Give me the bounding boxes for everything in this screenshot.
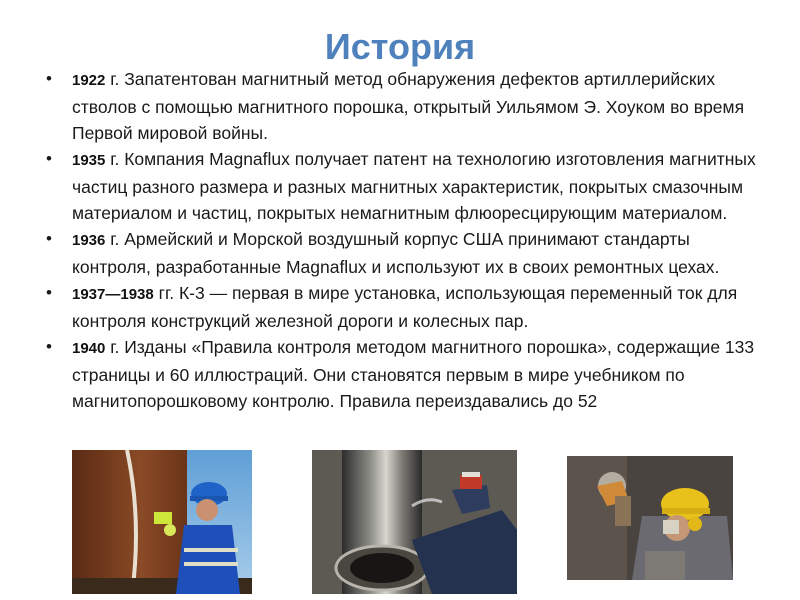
entry-text: г. Армейский и Морской воздушный корпус США принимают стандарты контроля, разработанные Magnaflux и используют их в своих ремонтных цехах. xyxy=(72,229,720,277)
entry-text: г. Запатентован магнитный метод обнаружения дефектов артиллерийских стволов с помощью магнитного порошка, открытый Уильямом Э. Хоуком во время Первой мировой войны. xyxy=(72,69,745,143)
pipe-spray-photo xyxy=(312,450,517,594)
entry-year: 1940 xyxy=(72,340,106,357)
list-item xyxy=(40,334,760,414)
entry-text: г. Изданы «Правила контроля методом магнитного порошка», содержащие 133 страницы и 60 иллюстраций. Они становятся первым в мире учебником по магнитопорошковому контролю. Правила переиздавались до 52 xyxy=(72,337,755,411)
entry-year: 1936 xyxy=(72,232,106,249)
entry-year: 1937—1938 xyxy=(72,286,154,303)
list-item xyxy=(40,226,760,280)
list-item xyxy=(40,66,760,146)
entry-year: 1935 xyxy=(72,152,106,169)
list-item xyxy=(40,280,760,334)
welder-photo xyxy=(567,456,733,580)
entry-text: гг. К-3 — первая в мире установка, использующая переменный ток для контроля конструкций железной дороги и колесных пар. xyxy=(72,283,738,331)
bullet: • xyxy=(46,69,52,88)
bullet: • xyxy=(46,229,52,248)
inspector-photo xyxy=(72,450,252,594)
bullet: • xyxy=(46,337,52,356)
slide-title: История xyxy=(324,26,476,67)
entry-year: 1922 xyxy=(72,72,106,89)
history-list xyxy=(40,66,760,414)
bullet: • xyxy=(46,283,52,302)
bullet: • xyxy=(46,149,52,168)
list-item xyxy=(40,146,760,226)
entry-text: г. Компания Magnaflux получает патент на технологию изготовления магнитных частиц разного размера и разных магнитных характеристик, покрытых смазочным материалом и частиц, покрытых немагнитным флюоресцирующим материалом. xyxy=(72,149,756,223)
